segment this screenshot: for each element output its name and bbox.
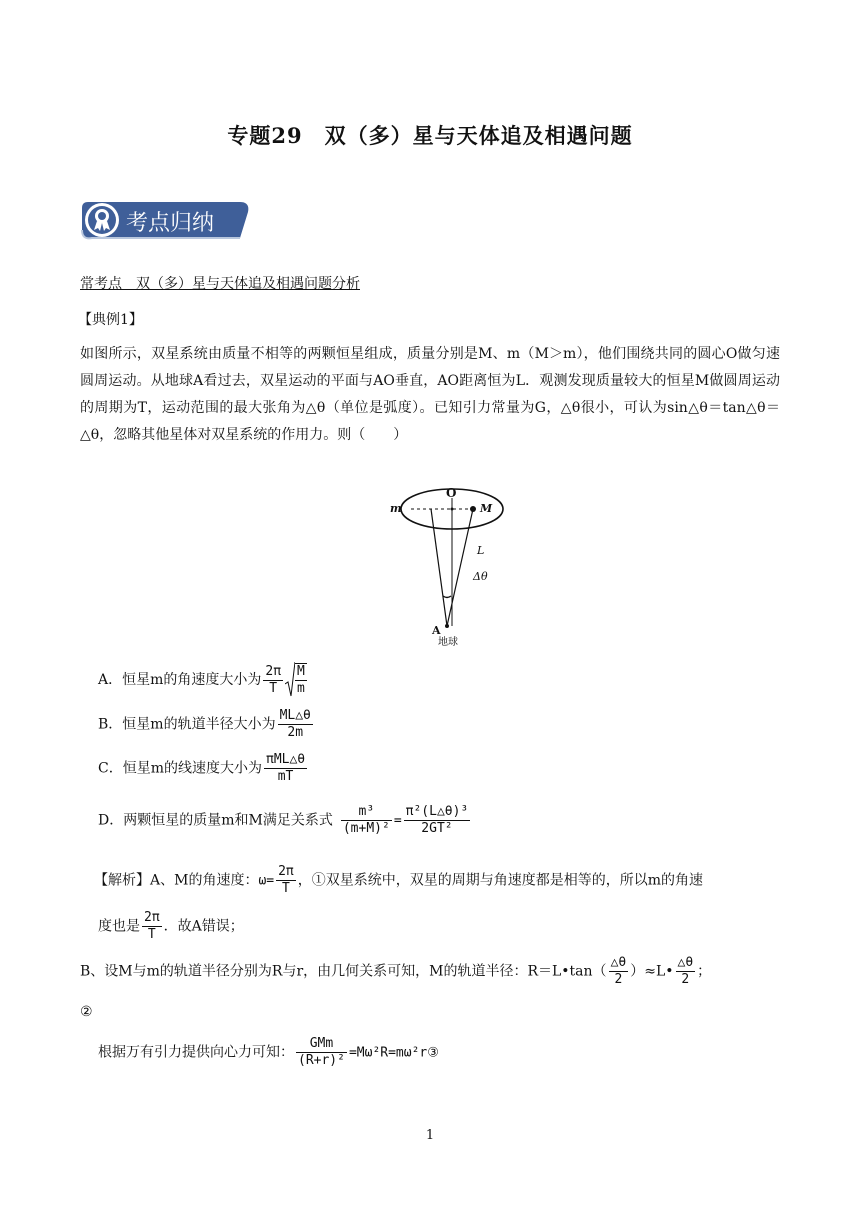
label-m: m (390, 502, 402, 515)
option-a-fraction: $\frac{2\pi}{T}$ (265, 663, 282, 696)
page-title: 专题29 双（多）星与天体追及相遇问题 (227, 123, 633, 148)
section-title: 常考点 双（多）星与天体追及相遇问题分析 (80, 276, 360, 292)
analysis-line-1: 【解析】A、M的角速度：ω= $\frac{2\pi}{T}$ ，①双星系统中，双星的周期与角速度都是相等的，所以m的角速 (94, 864, 704, 896)
option-a-sqrt: $\frac{M}{m}$ (285, 662, 309, 698)
option-d[interactable] (98, 804, 472, 837)
option-a[interactable] (98, 662, 309, 698)
analysis-line-5: 根据万有引力提供向心力可知： $\frac{\text{GMm}}{\text{(R+r)²}}$ =Mω²R=mω²r③ (98, 1036, 439, 1068)
analysis-line-4: ② (80, 1004, 93, 1020)
option-c[interactable] (98, 752, 309, 785)
option-d-left-fraction: $\frac{\text{m³}}{\text{(m+M)²}}$ (342, 804, 390, 836)
label-L: L (477, 544, 485, 557)
option-b-text: B．恒星m的轨道半径大小为 (98, 716, 276, 733)
option-b-fraction: $\frac{ML\triangle\theta}{2m}$ (279, 708, 311, 740)
option-a-text: A．恒星m的角速度大小为 (98, 672, 262, 688)
section-banner (80, 198, 250, 242)
page-number: 1 (425, 1128, 435, 1143)
label-M: M (480, 502, 493, 515)
option-d-text: D．两颗恒星的质量m和M满足关系式 (98, 812, 333, 829)
label-A: A (432, 624, 441, 637)
label-earth: 地球 (438, 637, 458, 648)
option-d-right-fraction: $\frac{\text{π²(L△θ)³}}{\text{2GT²}}$ (405, 804, 469, 836)
example-label: 【典例1】 (78, 312, 143, 328)
option-d-equals: = (393, 813, 402, 829)
option-b[interactable] (98, 708, 315, 741)
problem-stem: 如图所示，双星系统由质量不相等的两颗恒星组成，质量分别是M、m（M＞m），他们围绕共同的圆心O做匀速圆周运动。从地球A看过去，双星运动的平面与AO垂直，AO距离恒为L．观测发现质量较大的恒星M做圆周运动的周期为T，运动范围的最大张角为△θ（单位是弧度）。已知引力常量为G，△θ很小，可认为sin△θ＝tan△θ＝△θ，忽略其他星体对双星系统的作用力。则（ ） (80, 346, 780, 443)
analysis-line-2: 度也是 $\frac{2\pi}{T}$ ．故A错误； (98, 910, 244, 942)
analysis-line-3: B、设M与m的轨道半径分别为R与r，由几何关系可知，M的轨道半径：R＝L•tan（ $\frac{\triangle\theta}{2}$ ）≈L• $\frac{\triangle\theta}{2}$ ； (80, 955, 712, 987)
banner-label: 考点归纳 (126, 211, 215, 236)
label-O: O (446, 486, 457, 500)
option-c-text: C．恒星m的线速度大小为 (98, 760, 262, 777)
binary-star-figure (385, 484, 505, 649)
option-c-fraction: $\frac{\text{πML△θ}}{mT}$ (266, 752, 306, 784)
label-dtheta: Δθ (473, 570, 488, 583)
